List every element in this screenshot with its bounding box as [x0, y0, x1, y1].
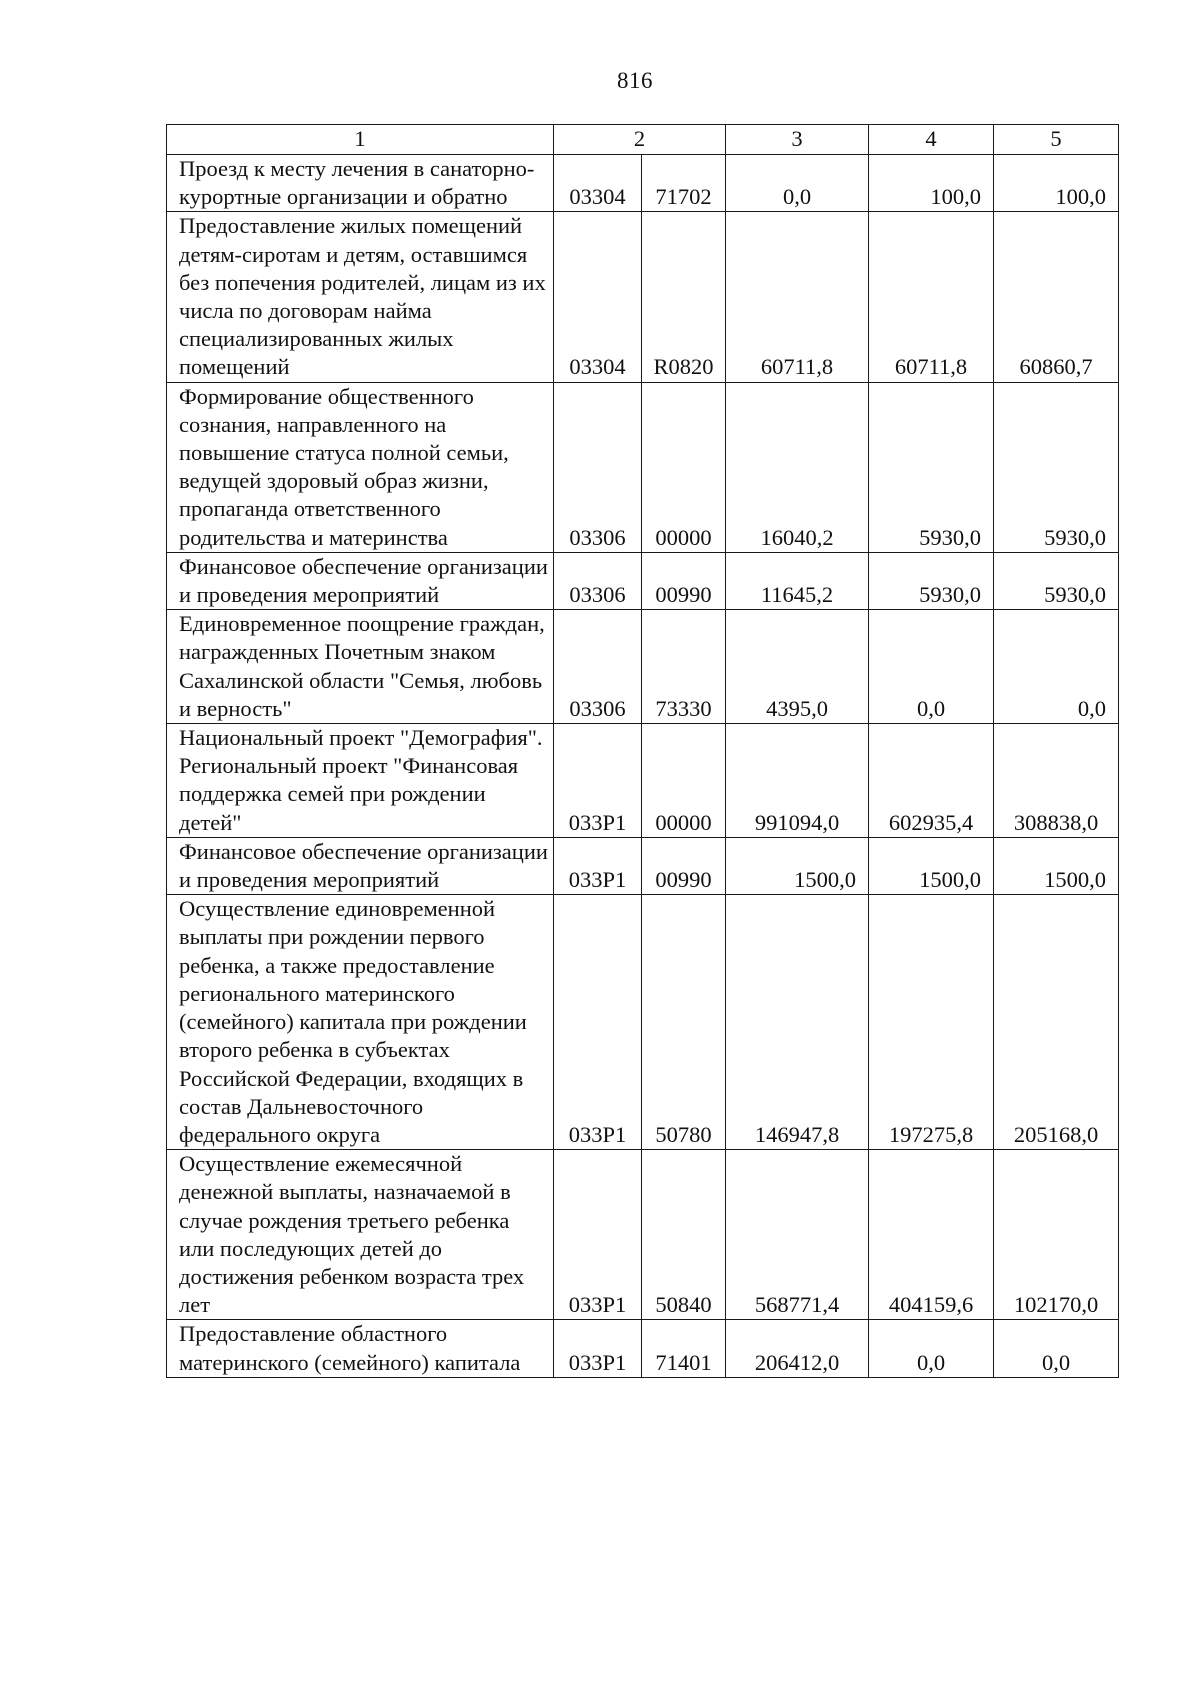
row-value-col3: 16040,2 [726, 382, 869, 552]
table-row [167, 1320, 1119, 1377]
row-value-col4: 5930,0 [869, 552, 994, 609]
column-header: 2 [554, 125, 726, 155]
table-row [167, 1150, 1119, 1320]
row-code-secondary: 73330 [642, 610, 726, 724]
row-value-col5: 5930,0 [994, 382, 1119, 552]
row-value-col4: 404159,6 [869, 1150, 994, 1320]
row-value-col5: 205168,0 [994, 895, 1119, 1150]
row-value-col4: 100,0 [869, 155, 994, 212]
column-header: 3 [726, 125, 869, 155]
table-row [167, 382, 1119, 552]
table-row [167, 212, 1119, 382]
row-value-col3: 206412,0 [726, 1320, 869, 1377]
row-code-secondary: R0820 [642, 212, 726, 382]
row-value-col5: 100,0 [994, 155, 1119, 212]
row-value-col4: 0,0 [869, 1320, 994, 1377]
row-name: Проезд к месту лечения в санаторно-курортные организации и обратно [167, 155, 554, 212]
row-value-col5: 102170,0 [994, 1150, 1119, 1320]
row-name: Национальный проект "Демография". Региональный проект "Финансовая поддержка семей при рождении детей" [167, 724, 554, 838]
row-code-primary: 03306 [554, 382, 642, 552]
row-code-secondary: 50780 [642, 895, 726, 1150]
row-name: Предоставление областного материнского (семейного) капитала [167, 1320, 554, 1377]
row-value-col4: 602935,4 [869, 724, 994, 838]
row-value-col3: 4395,0 [726, 610, 869, 724]
row-code-primary: 033P1 [554, 724, 642, 838]
column-header: 4 [869, 125, 994, 155]
table-header-row [167, 125, 1119, 155]
page-number: 816 [617, 68, 653, 93]
row-name: Финансовое обеспечение организации и проведения мероприятий [167, 552, 554, 609]
row-value-col4: 197275,8 [869, 895, 994, 1150]
table-row [167, 155, 1119, 212]
row-code-primary: 03306 [554, 552, 642, 609]
table-row [167, 837, 1119, 894]
row-code-primary: 03306 [554, 610, 642, 724]
table-row [167, 724, 1119, 838]
row-code-primary: 033P1 [554, 837, 642, 894]
row-value-col5: 60860,7 [994, 212, 1119, 382]
row-value-col5: 5930,0 [994, 552, 1119, 609]
row-name: Единовременное поощрение граждан, награжденных Почетным знаком Сахалинской области "Семья, любовь и верность" [167, 610, 554, 724]
budget-table [166, 124, 1119, 1378]
row-value-col4: 60711,8 [869, 212, 994, 382]
row-value-col4: 0,0 [869, 610, 994, 724]
row-value-col5: 0,0 [994, 610, 1119, 724]
row-code-secondary: 71702 [642, 155, 726, 212]
row-code-primary: 03304 [554, 212, 642, 382]
row-value-col4: 5930,0 [869, 382, 994, 552]
row-code-primary: 033P1 [554, 895, 642, 1150]
row-value-col5: 0,0 [994, 1320, 1119, 1377]
row-code-secondary: 71401 [642, 1320, 726, 1377]
row-code-secondary: 00000 [642, 724, 726, 838]
row-code-secondary: 00990 [642, 837, 726, 894]
row-name: Осуществление единовременной выплаты при рождении первого ребенка, а также предоставление регионального материнского (семейного) капитала при рождении второго ребенка в субъектах Российской Федерации, входящих в состав Дальневосточного федерального округа [167, 895, 554, 1150]
row-name: Осуществление ежемесячной денежной выплаты, назначаемой в случае рождения третьего ребенка или последующих детей до достижения ребенком возраста трех лет [167, 1150, 554, 1320]
row-code-primary: 03304 [554, 155, 642, 212]
row-code-secondary: 50840 [642, 1150, 726, 1320]
row-value-col5: 1500,0 [994, 837, 1119, 894]
row-name: Финансовое обеспечение организации и проведения мероприятий [167, 837, 554, 894]
row-value-col3: 11645,2 [726, 552, 869, 609]
row-value-col3: 991094,0 [726, 724, 869, 838]
table-row [167, 895, 1119, 1150]
row-name: Предоставление жилых помещений детям-сиротам и детям, оставшимся без попечения родителей, лицам из их числа по договорам найма специализированных жилых помещений [167, 212, 554, 382]
table-row [167, 610, 1119, 724]
row-code-primary: 033P1 [554, 1150, 642, 1320]
row-code-secondary: 00000 [642, 382, 726, 552]
row-value-col3: 146947,8 [726, 895, 869, 1150]
row-value-col5: 308838,0 [994, 724, 1119, 838]
column-header: 5 [994, 125, 1119, 155]
row-value-col4: 1500,0 [869, 837, 994, 894]
row-code-primary: 033P1 [554, 1320, 642, 1377]
row-value-col3: 1500,0 [726, 837, 869, 894]
row-value-col3: 60711,8 [726, 212, 869, 382]
column-header: 1 [167, 125, 554, 155]
row-value-col3: 0,0 [726, 155, 869, 212]
row-value-col3: 568771,4 [726, 1150, 869, 1320]
row-code-secondary: 00990 [642, 552, 726, 609]
row-name: Формирование общественного сознания, направленного на повышение статуса полной семьи, ведущей здоровый образ жизни, пропаганда ответственного родительства и материнства [167, 382, 554, 552]
table-row [167, 552, 1119, 609]
